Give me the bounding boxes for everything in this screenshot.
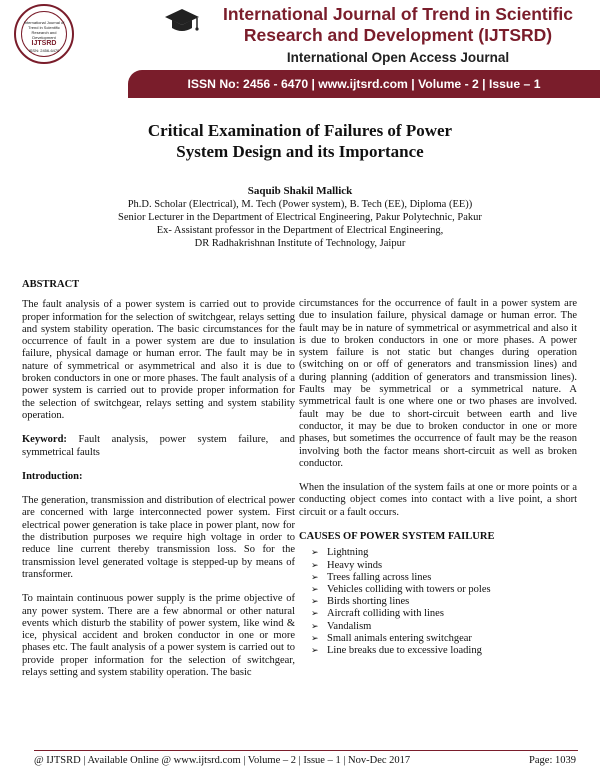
journal-header bbox=[0, 0, 600, 100]
logo-issn: ISSN: 2456-6470 bbox=[28, 48, 60, 53]
list-item: ➢ Small animals entering switchgear bbox=[311, 633, 577, 645]
graduation-cap-icon bbox=[164, 6, 200, 36]
affiliation-line: DR Radhakrishnan Institute of Technology, Jaipur bbox=[194, 238, 406, 249]
list-item: ➢ Vehicles colliding with towers or poles bbox=[311, 584, 577, 596]
list-item: ➢ Lightning bbox=[311, 547, 577, 559]
paper-title-line-2: System Design and its Importance bbox=[176, 142, 424, 161]
list-item: ➢ Birds shorting lines bbox=[311, 596, 577, 608]
page-number: Page: 1039 bbox=[529, 755, 576, 766]
paper-title-line-1: Critical Examination of Failures of Power bbox=[147, 121, 453, 140]
journal-title-line-1: International Journal of Trend in Scientific bbox=[222, 4, 574, 24]
list-item: ➢ Line breaks due to excessive loading bbox=[311, 645, 577, 657]
list-item: ➢ Heavy winds bbox=[311, 560, 577, 572]
fault-circumstances-paragraph: circumstances for the occurrence of fault in a power system are due to insulation failure, physical damage or human error. The fault may be in nature of symmetrical or asymmetrical and also it is due to broken conductors in one or more phases. A power system failure is not static but changes during operation (switching on or off of generators and transmission lines) and during planning (addition of generators and transmission lines). Faults may be symmetrical or a symmetrical nature. A symmetrical fault is one where one or two phases are involved. fault may be due to short-circuit between earth and live conductor, it may be due to broken conductor in one or more phases, but sometimes the occurrence of fault may be the reason involving both the factor means short-circuit as well as broken conductor. bbox=[299, 298, 577, 469]
right-column bbox=[299, 298, 577, 657]
logo-short-name: IJTSRD bbox=[31, 40, 57, 47]
abstract-text: The fault analysis of a power system is carried out to provide proper information for the selection of switchgear, relays setting and system stability operation. The basic circumstances for the occurrence of fault in a power system are due to insulation failure, physical damage or human error. The fault may be in nature of symmetrical or asymmetrical and also it is due to broken conductors in one or more phases. The fault analysis of a power system is carried out to provide proper information for the selection of switchgear, relays setting and system stability operation. bbox=[22, 299, 295, 421]
affiliation-line: Senior Lecturer in the Department of Electrical Engineering, Pakur Polytechnic, Pakur bbox=[118, 212, 482, 223]
affiliation-line: Ph.D. Scholar (Electrical), M. Tech (Power system), B. Tech (EE), Diploma (EE)) bbox=[127, 199, 473, 210]
abstract-heading: ABSTRACT bbox=[22, 279, 80, 290]
footer-divider bbox=[34, 750, 578, 751]
left-column bbox=[22, 279, 295, 679]
footer-citation: @ IJTSRD | Available Online @ www.ijtsrd.com | Volume – 2 | Issue – 1 | Nov-Dec 2017 bbox=[34, 755, 411, 766]
keyword-label: Keyword: bbox=[22, 434, 67, 446]
author-name: Saquib Shakil Mallick bbox=[247, 185, 353, 197]
logo-title: International Journal of Trend in Scientific Research and Development bbox=[23, 20, 65, 40]
affiliation-line: Ex- Assistant professor in the Department of Electrical Engineering, bbox=[156, 225, 444, 236]
introduction-paragraph-2: To maintain continuous power supply is the prime objective of any power system. There are a few abnormal or other natural events which disturb the stability of power system, like wind & ice, physical accident and broken conductor in one or more phases etc. The fault analysis of a power system is carried out to provide proper information for the selection of switchgear, relays setting and system stability operation. The basic bbox=[22, 593, 295, 679]
causes-heading: CAUSES OF POWER SYSTEM FAILURE bbox=[299, 531, 495, 543]
journal-logo-seal bbox=[21, 11, 67, 57]
journal-title bbox=[196, 4, 600, 46]
list-item: ➢ Vandalism bbox=[311, 621, 577, 633]
introduction-heading: Introduction: bbox=[22, 470, 83, 482]
paper-title bbox=[40, 120, 560, 162]
author-affiliations bbox=[40, 198, 560, 250]
insulation-failure-paragraph: When the insulation of the system fails at one or more points or a conducting object comes into contact with a live point, a short circuit or a fault occurs. bbox=[299, 482, 577, 518]
open-access-label: International Open Access Journal bbox=[286, 50, 510, 65]
journal-logo bbox=[14, 4, 74, 64]
list-item: ➢ Trees falling across lines bbox=[311, 572, 577, 584]
list-item: ➢ Aircraft colliding with lines bbox=[311, 608, 577, 620]
keywords-paragraph bbox=[22, 434, 295, 459]
keyword-text: Fault analysis, power system failure, and symmetrical faults bbox=[22, 434, 295, 458]
issn-bar: ISSN No: 2456 - 6470 | www.ijtsrd.com | Volume - 2 | Issue – 1 bbox=[128, 70, 600, 98]
causes-list bbox=[311, 547, 577, 657]
journal-title-line-2: Research and Development (IJTSRD) bbox=[243, 25, 553, 45]
introduction-paragraph-1: The generation, transmission and distribution of electrical power are concerned with large interconnected power system. First electrical power generation is take place in power plant, now for the distribution purposes we require high voltage in order to reduce line current thereby transmission loss. So for the transmission level generated voltage is stepped-up by means of transformer. bbox=[22, 495, 295, 580]
